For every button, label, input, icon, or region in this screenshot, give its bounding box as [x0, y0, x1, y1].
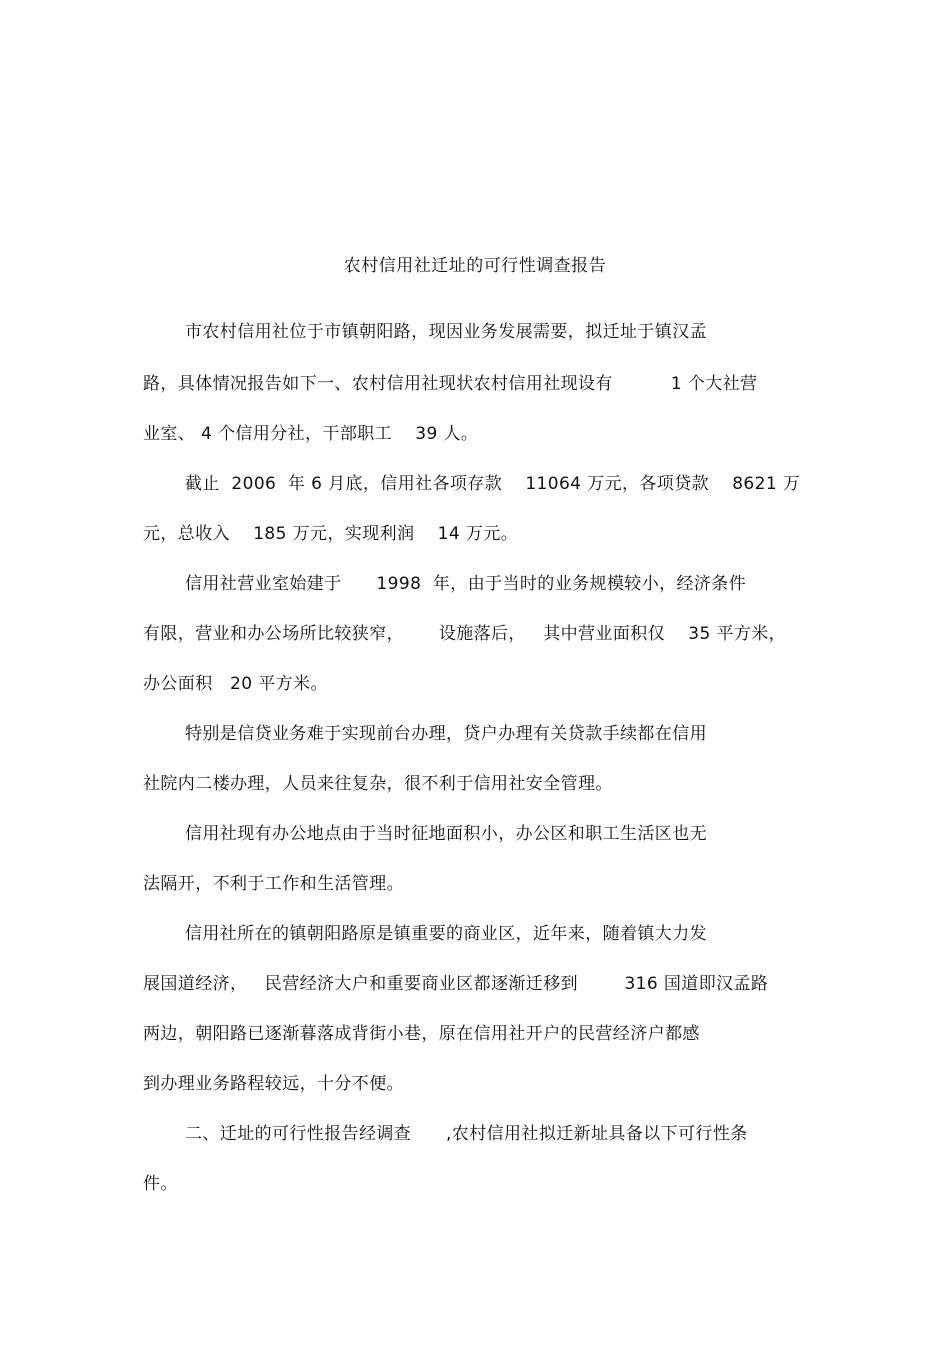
- text-line: 社院内二楼办理，人员来往复杂，很不利于信用社安全管理。: [143, 774, 613, 794]
- text-line: 信用社所在的镇朝阳路原是镇重要的商业区，近年来，随着镇大力发: [185, 924, 707, 944]
- text-line: 法隔开，不利于工作和生活管理。: [143, 874, 404, 894]
- text-line: 特别是信贷业务难于实现前台办理，贷户办理有关贷款手续都在信用: [185, 724, 707, 744]
- text-line: 信用社现有办公地点由于当时征地面积小，办公区和职工生活区也无: [185, 824, 707, 844]
- document-title: 农村信用社迁址的可行性调查报告: [343, 256, 607, 276]
- text-line: 路，具体情况报告如下一、农村信用社现状农村信用社现设有 1 个大社营: [143, 374, 758, 394]
- text-line: 两边，朝阳路已逐渐暮落成背街小巷，原在信用社开户的民营经济户都感: [143, 1024, 700, 1044]
- text-line: 二、迁址的可行性报告经调查 ,农村信用社拟迁新址具备以下可行性条: [185, 1124, 748, 1144]
- text-line: 信用社营业室始建于 1998 年，由于当时的业务规模较小，经济条件: [185, 574, 747, 594]
- text-line: 截止 2006 年 6 月底，信用社各项存款 11064 万元，各项贷款 8621 万: [185, 474, 801, 494]
- text-line: 办公面积 20 平方米。: [143, 674, 328, 694]
- text-line: 到办理业务路程较远，十分不便。: [143, 1074, 404, 1094]
- text-line: 元，总收入 185 万元，实现利润 14 万元。: [143, 524, 519, 544]
- text-line: 有限，营业和办公场所比较狭窄， 设施落后， 其中营业面积仅 35 平方米，: [143, 624, 787, 644]
- text-line: 市农村信用社位于市镇朝阳路，现因业务发展需要，拟迁址于镇汉孟: [185, 322, 707, 342]
- text-line: 业室、 4 个信用分社，干部职工 39 人。: [143, 424, 479, 444]
- text-line: 件。: [143, 1174, 178, 1194]
- text-line: 展国道经济， 民营经济大户和重要商业区都逐渐迁移到 316 国道即汉孟路: [143, 974, 769, 994]
